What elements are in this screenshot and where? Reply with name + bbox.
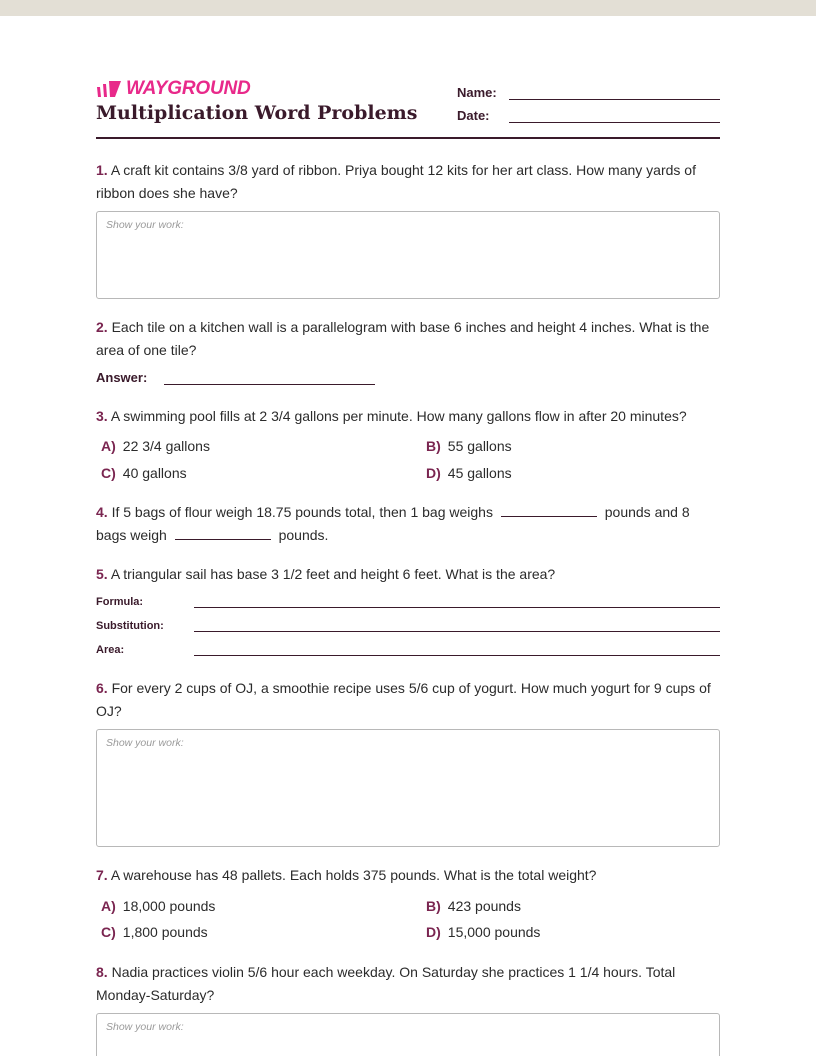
question-number: 8.	[96, 964, 108, 980]
substitution-row	[96, 620, 720, 632]
option-d[interactable]	[426, 465, 512, 481]
option-c[interactable]	[101, 924, 208, 940]
option-text: 18,000 pounds	[122, 898, 216, 914]
formula-row	[96, 596, 720, 608]
answer-row-2	[96, 370, 375, 385]
worksheet-page	[0, 16, 816, 1056]
question-4	[96, 501, 720, 546]
option-letter: A)	[101, 438, 116, 454]
question-5	[96, 563, 720, 586]
question-3	[96, 405, 720, 428]
brand-logo	[96, 78, 251, 100]
fill-blank-2[interactable]	[175, 525, 271, 540]
work-box-6[interactable]	[96, 729, 720, 847]
answer-field[interactable]	[164, 372, 375, 385]
question-text: For every 2 cups of OJ, a smoothie recipe uses 5/6 cup of yogurt. How much yogurt for 9 cups of OJ?	[96, 680, 711, 719]
formula-label: Formula:	[96, 596, 144, 608]
question-text: A craft kit contains 3/8 yard of ribbon. Priya bought 12 kits for her art class. How many yards of ribbon does she have?	[96, 162, 696, 201]
work-box-8[interactable]	[96, 1013, 720, 1056]
fill-blank-1[interactable]	[501, 502, 597, 517]
question-text: Nadia practices violin 5/6 hour each weekday. On Saturday she practices 1 1/4 hours. Total Monday-Saturday?	[96, 964, 676, 1003]
option-letter: A)	[101, 898, 116, 914]
question-1	[96, 159, 720, 204]
option-text: 55 gallons	[447, 438, 512, 454]
option-letter: C)	[101, 924, 116, 940]
option-letter: B)	[426, 438, 441, 454]
page-title: Multiplication Word Problems	[96, 102, 418, 124]
area-field[interactable]	[194, 645, 720, 656]
name-date-block	[457, 77, 720, 123]
formula-field[interactable]	[194, 597, 720, 608]
substitution-label: Substitution:	[96, 620, 164, 632]
option-letter: D)	[426, 465, 441, 481]
brand-name: WAYGROUND	[126, 78, 251, 99]
question-number: 1.	[96, 162, 108, 178]
option-d[interactable]	[426, 924, 540, 940]
date-field[interactable]	[509, 108, 720, 123]
option-c[interactable]	[101, 465, 187, 481]
wayground-logo-icon	[96, 80, 122, 98]
question-text-b: pounds and 8 bags weigh	[96, 504, 690, 543]
option-text: 1,800 pounds	[122, 924, 208, 940]
question-text: A swimming pool fills at 2 3/4 gallons per minute. How many gallons flow in after 20 minutes?	[110, 408, 687, 424]
option-b[interactable]	[426, 438, 512, 454]
top-bar	[0, 0, 816, 16]
substitution-field[interactable]	[194, 621, 720, 632]
option-letter: B)	[426, 898, 441, 914]
option-text: 22 3/4 gallons	[122, 438, 210, 454]
name-label: Name:	[457, 85, 497, 100]
question-6	[96, 677, 720, 722]
option-text: 423 pounds	[447, 898, 521, 914]
work-hint: Show your work:	[106, 1021, 184, 1033]
question-text: A warehouse has 48 pallets. Each holds 375 pounds. What is the total weight?	[110, 867, 597, 883]
question-number: 4.	[96, 504, 108, 520]
option-a[interactable]	[101, 898, 215, 914]
option-b[interactable]	[426, 898, 521, 914]
date-row	[457, 100, 720, 123]
area-label: Area:	[96, 644, 125, 656]
question-8	[96, 961, 720, 1006]
question-2	[96, 316, 720, 361]
option-letter: C)	[101, 465, 116, 481]
date-label: Date:	[457, 108, 490, 123]
name-row	[457, 77, 720, 100]
work-box-1[interactable]	[96, 211, 720, 299]
option-text: 40 gallons	[122, 465, 187, 481]
header-divider	[96, 137, 720, 139]
option-text: 15,000 pounds	[447, 924, 541, 940]
option-text: 45 gallons	[447, 465, 512, 481]
question-text: Each tile on a kitchen wall is a parallelogram with base 6 inches and height 4 inches. What is the area of one tile?	[96, 319, 710, 358]
work-hint: Show your work:	[106, 737, 184, 749]
question-text-c: pounds.	[278, 526, 329, 543]
name-field[interactable]	[509, 85, 720, 100]
question-number: 2.	[96, 319, 108, 335]
question-number: 7.	[96, 867, 108, 883]
question-text-a: If 5 bags of flour weigh 18.75 pounds total, then 1 bag weighs	[111, 504, 493, 520]
option-letter: D)	[426, 924, 441, 940]
option-a[interactable]	[101, 438, 210, 454]
work-hint: Show your work:	[106, 219, 184, 231]
question-number: 3.	[96, 408, 108, 424]
area-row	[96, 644, 720, 656]
question-number: 5.	[96, 566, 108, 582]
question-number: 6.	[96, 680, 108, 696]
answer-label: Answer:	[96, 370, 148, 385]
question-7	[96, 864, 720, 887]
question-text: A triangular sail has base 3 1/2 feet and height 6 feet. What is the area?	[110, 566, 556, 582]
